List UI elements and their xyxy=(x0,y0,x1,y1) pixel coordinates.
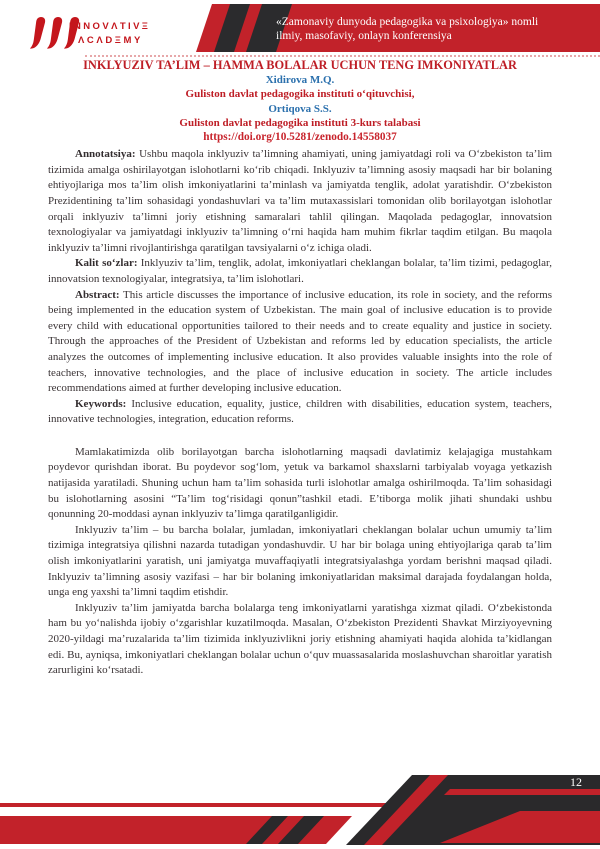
kalit-sozlar-label: Kalit so‘zlar: xyxy=(75,257,138,270)
logo-text-line1: INNOVΛTIVΞ xyxy=(69,21,151,32)
article-title: INKLYUZIV TA’LIM – HAMMA BOLALAR UCHUN TENG IMKONIYATLAR xyxy=(83,58,517,72)
conference-banner-title xyxy=(276,16,576,43)
author-1-affiliation: Guliston davlat pedagogika instituti o‘qituvchisi, xyxy=(185,88,415,101)
author-2-name: Ortiqova S.S. xyxy=(268,102,332,115)
article-body xyxy=(48,58,552,679)
banner-line2: ilmiy, masofaviy, onlayn konferensiya xyxy=(276,29,452,42)
body-paragraph-2: Inklyuziv ta’lim – bu barcha bolalar, jumladan, imkoniyatlari cheklangan bolalar uchun umumiy ta’lim tizimiga integratsiya qilishni nazarda tutadigan yondashuvdir. U har bir bolaga uning ehtiyojlariga qarab ta’lim olish imkoniyatlarini yaratish, uni jamiyatga muvaffaqiyatli integratsiyalashga yordam berishni maqsad qiladi. Inklyuziv ta’limning asosiy vazifasi – har bir bolaning imkoniyatlaridan maksimal darajada foydalangan holda, unga eng yaxshi ta’limni taqdim etishdir. xyxy=(48,523,552,599)
abstract-label: Abstract: xyxy=(75,288,120,301)
annotatsiya-paragraph xyxy=(48,147,552,256)
body-paragraph-3: Inklyuziv ta’lim jamiyatda barcha bolalarga teng imkoniyatlarni yaratishga xizmat qiladi. O‘zbekistonda ham bu yo‘nalishda ijobiy o‘zgarishlar kuzatilmoqda. Masalan, O‘zbekiston Prezidenti Shavkat Mirziyoyevning 2020-yildagi ma’ruzalarida ta’lim tizimida inklyuzivlikni joriy etishning ahamiyati haqida alohida ta’kidlangan edi. Bu, ayniqsa, imkoniyatlari cheklangan bolalar uchun o‘quv muassasalarida moslashuvchan sharoitlar yaratish zarurligini ko‘rsatadi. xyxy=(48,601,552,677)
banner-line1: «Zamonaviy dunyoda pedagogika va psixologiya» nomli xyxy=(276,16,539,28)
annotatsiya-label: Annotatsiya: xyxy=(75,148,136,161)
abstract-paragraph xyxy=(48,288,552,397)
annotatsiya-text: Ushbu maqola inklyuziv ta’limning ahamiyati, uning jamiyatdagi roli va O‘zbekiston ta’lim tizimida amalga oshirilayotgan islohotlarni ko‘rib chiqadi. Inklyuziv ta’limning asosiy maqsadi har bir bolaning ehtiyojlariga mos ta’lim olish imkoniyatlarini ta’minlash va jamiyatda tenglik, adolat yaratishdir. O‘zbekiston Prezidentining ta’lim sohasidagi yondashuvlari va ta’lim mutaxassislari tomonidan olib borilayotgan islohotlar orqali inklyuziv ta’limni joriy etishning samaralari tahlil qilingan. Maqolada pedagoglar, innovatsion texnologiyalar va jamiyatdagi inklyuziv ta’limning o‘rni haqida ham muhim fikrlar taqdim etilgan. Bu maqola inklyuziv ta’limni rivojlantirishga qaratilgan tavsiyalarni o‘z ichiga oladi. xyxy=(48,148,553,254)
footer-thin-rule xyxy=(0,803,430,807)
doi-line xyxy=(48,130,552,145)
abstract-text: This article discusses the importance of inclusive education, its role in society, and the reforms being implemented in the education system of Uzbekistan. The main goal of inclusive education is to provide every child with educational opportunities tailored to their needs and to create equality and justice in society. Through the approaches of the President of Uzbekistan and reforms led by education specialists, the article analyzes the outcomes of implementing inclusive education. It also provides valuable insights into the role of teachers, innovative technologies, and the place of inclusive education in society. The article includes recommendations aimed at further developing inclusive education. xyxy=(48,288,552,395)
header-dotted-divider xyxy=(85,55,600,57)
logo-wordmark xyxy=(69,21,150,46)
author-1-name: Xidirova M.Q. xyxy=(265,74,335,86)
footer-pagenum-rule xyxy=(444,789,600,795)
author-2-affiliation: Guliston davlat pedagogika instituti 3-kurs talabasi xyxy=(179,116,421,129)
page-number: 12 xyxy=(570,775,582,789)
logo-text-line2: ΛCΛDΞMY xyxy=(78,34,143,46)
kalit-sozlar-paragraph xyxy=(48,256,552,287)
page-header xyxy=(0,0,600,58)
body-paragraph-1: Mamlakatimizda olib borilayotgan barcha islohotlarning maqsadi davlatimiz kelajagiga mustahkam poydevor qurishdan iborat. Bu poydevor sog‘lom, yetuk va barkamol shaxslarni tarbiyalab voyaga yetkazish natijasida yaratiladi. Shuning uchun ham ta’lim sohasida turli islohotlar amalga oshirilmoqda. Ta’lim sohasidagi bu islohotlarning asosini “Ta’lim tog‘risidagi qonun”tashkil etadi. E’tiborga molik jihati shundaki ushbu qonunning 20-moddasi aynan inklyuziv ta’limga qaratilganligidir. xyxy=(48,445,552,521)
doi-link[interactable]: https://doi.org/10.5281/zenodo.14558037 xyxy=(203,131,397,144)
keywords-paragraph xyxy=(48,397,552,428)
page-footer xyxy=(0,769,600,849)
kalit-sozlar-text: Inklyuziv ta’lim, tenglik, adolat, imkoniyatlari cheklangan bolalar, ta’lim tizimi, pedagoglar, innovatsion texnologiyalar, integratsiya, ta’lim islohotlari. xyxy=(48,257,552,285)
keywords-label: Keywords: xyxy=(75,397,127,410)
keywords-text: Inclusive education, equality, justice, children with disabilities, education system, teachers, innovative technologies, integration, education reforms. xyxy=(48,397,553,426)
footer-graphics xyxy=(0,769,600,849)
